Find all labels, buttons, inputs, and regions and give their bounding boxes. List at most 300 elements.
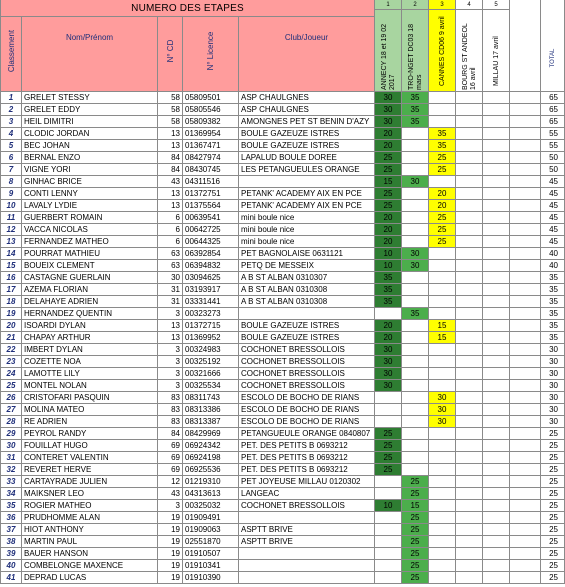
row-rank: 13 <box>0 236 22 248</box>
header-nom-cell <box>22 17 158 92</box>
row-club: A B ST ALBAN 0310307 <box>239 272 375 284</box>
row-cd: 58 <box>158 92 183 104</box>
row-name: DEPRAD LUCAS <box>22 572 158 584</box>
row-etape-2: 15 <box>402 500 429 512</box>
row-etape-3: 15 <box>429 320 456 332</box>
row-licence: 08313387 <box>183 416 239 428</box>
row-cd: 58 <box>158 116 183 128</box>
row-licence: 08429969 <box>183 428 239 440</box>
row-total: 25 <box>541 500 565 512</box>
row-etape-4 <box>456 524 483 536</box>
row-club <box>239 572 375 584</box>
row-cd: 43 <box>158 176 183 188</box>
row-rank: 35 <box>0 500 22 512</box>
total-header: TOTAL <box>550 48 556 68</box>
row-rank: 31 <box>0 452 22 464</box>
row-etape-2 <box>402 320 429 332</box>
row-name: REVERET HERVE <box>22 464 158 476</box>
row-rank: 14 <box>0 248 22 260</box>
row-club: mini boule nice <box>239 224 375 236</box>
row-cd: 84 <box>158 428 183 440</box>
row-licence: 00324983 <box>183 344 239 356</box>
row-rank: 15 <box>0 260 22 272</box>
row-etape-5 <box>483 560 510 572</box>
row-etape-4 <box>456 356 483 368</box>
row-etape-2 <box>402 392 429 404</box>
row-etape-4 <box>456 212 483 224</box>
row-etape-3 <box>429 380 456 392</box>
row-etape-1: 10 <box>375 248 402 260</box>
row-licence: 01375564 <box>183 200 239 212</box>
row-rank: 26 <box>0 392 22 404</box>
etape-label-4: BOURG ST ANDEOL 16 avril <box>461 23 477 90</box>
row-cd: 12 <box>158 476 183 488</box>
row-blank <box>510 188 541 200</box>
row-total: 25 <box>541 476 565 488</box>
row-etape-2 <box>402 452 429 464</box>
row-blank <box>510 236 541 248</box>
row-cd: 69 <box>158 452 183 464</box>
row-etape-2 <box>402 428 429 440</box>
row-etape-4 <box>456 488 483 500</box>
row-etape-1: 20 <box>375 212 402 224</box>
row-licence: 05805546 <box>183 104 239 116</box>
row-total: 35 <box>541 272 565 284</box>
row-etape-1: 20 <box>375 236 402 248</box>
row-blank <box>510 308 541 320</box>
row-etape-1: 20 <box>375 320 402 332</box>
row-etape-1: 10 <box>375 260 402 272</box>
etape-header-3 <box>429 10 456 92</box>
row-name: LAVALY LYDIE <box>22 200 158 212</box>
row-etape-3: 25 <box>429 224 456 236</box>
header-cd-cell <box>158 17 183 92</box>
row-blank <box>510 320 541 332</box>
row-etape-4 <box>456 104 483 116</box>
row-etape-4 <box>456 200 483 212</box>
row-etape-1: 25 <box>375 164 402 176</box>
row-licence: 02551870 <box>183 536 239 548</box>
row-etape-1 <box>375 476 402 488</box>
row-etape-4 <box>456 512 483 524</box>
row-total: 25 <box>541 464 565 476</box>
row-etape-4 <box>456 416 483 428</box>
row-rank: 2 <box>0 104 22 116</box>
row-etape-2 <box>402 440 429 452</box>
row-licence: 04311516 <box>183 176 239 188</box>
row-total: 45 <box>541 176 565 188</box>
row-etape-1 <box>375 512 402 524</box>
row-etape-3 <box>429 260 456 272</box>
row-rank: 33 <box>0 476 22 488</box>
row-etape-4 <box>456 440 483 452</box>
row-cd: 19 <box>158 572 183 584</box>
row-etape-5 <box>483 548 510 560</box>
row-licence: 01909063 <box>183 524 239 536</box>
row-etape-5 <box>483 344 510 356</box>
row-name: GUERBERT ROMAIN <box>22 212 158 224</box>
header-cd: N° CD <box>165 39 175 63</box>
row-name: MONTEL NOLAN <box>22 380 158 392</box>
row-etape-5 <box>483 140 510 152</box>
row-etape-1 <box>375 416 402 428</box>
row-name: VIGNE YORI <box>22 164 158 176</box>
row-etape-1: 30 <box>375 344 402 356</box>
row-etape-5 <box>483 392 510 404</box>
row-etape-2 <box>402 416 429 428</box>
row-total: 50 <box>541 152 565 164</box>
row-etape-5 <box>483 500 510 512</box>
header-club: Club/Joueur <box>284 33 329 42</box>
row-total: 35 <box>541 308 565 320</box>
row-etape-4 <box>456 368 483 380</box>
row-etape-5 <box>483 176 510 188</box>
row-rank: 29 <box>0 428 22 440</box>
row-cd: 13 <box>158 200 183 212</box>
row-blank <box>510 428 541 440</box>
row-etape-4 <box>456 248 483 260</box>
row-etape-3: 35 <box>429 128 456 140</box>
row-etape-1 <box>375 548 402 560</box>
row-club: A B ST ALBAN 0310308 <box>239 284 375 296</box>
row-cd: 69 <box>158 440 183 452</box>
row-etape-2: 35 <box>402 104 429 116</box>
row-cd: 19 <box>158 512 183 524</box>
row-total: 25 <box>541 452 565 464</box>
row-etape-2 <box>402 140 429 152</box>
row-club: ASP CHAULGNES <box>239 92 375 104</box>
row-blank <box>510 560 541 572</box>
row-club: mini boule nice <box>239 212 375 224</box>
row-blank <box>510 332 541 344</box>
row-club: COCHONET BRESSOLLOIS <box>239 368 375 380</box>
row-etape-3 <box>429 548 456 560</box>
row-etape-3 <box>429 476 456 488</box>
row-cd: 31 <box>158 296 183 308</box>
row-cd: 19 <box>158 548 183 560</box>
row-club: PETANK' ACADEMY AIX EN PCE <box>239 200 375 212</box>
row-name: MOLINA MATEO <box>22 404 158 416</box>
row-etape-1: 10 <box>375 500 402 512</box>
row-cd: 63 <box>158 248 183 260</box>
row-cd: 84 <box>158 164 183 176</box>
row-etape-1 <box>375 488 402 500</box>
row-total: 65 <box>541 104 565 116</box>
row-licence: 01910507 <box>183 548 239 560</box>
row-blank <box>510 104 541 116</box>
row-etape-1: 25 <box>375 152 402 164</box>
row-etape-2: 25 <box>402 488 429 500</box>
row-rank: 23 <box>0 356 22 368</box>
row-club: PETANGUEULE ORANGE 0840807 <box>239 428 375 440</box>
row-cd: 43 <box>158 488 183 500</box>
row-etape-3: 35 <box>429 140 456 152</box>
row-club <box>239 548 375 560</box>
row-club: COCHONET BRESSOLLOIS <box>239 344 375 356</box>
row-etape-2: 30 <box>402 248 429 260</box>
row-etape-5 <box>483 296 510 308</box>
row-etape-3 <box>429 116 456 128</box>
row-blank <box>510 440 541 452</box>
row-etape-3: 30 <box>429 404 456 416</box>
row-total: 50 <box>541 164 565 176</box>
row-etape-5 <box>483 104 510 116</box>
row-name: IMBERT DYLAN <box>22 344 158 356</box>
row-licence: 00325032 <box>183 500 239 512</box>
row-etape-3 <box>429 272 456 284</box>
row-licence: 06925536 <box>183 464 239 476</box>
row-etape-4 <box>456 560 483 572</box>
row-total: 40 <box>541 248 565 260</box>
row-licence: 00325534 <box>183 380 239 392</box>
row-blank <box>510 164 541 176</box>
row-blank <box>510 344 541 356</box>
row-club <box>239 176 375 188</box>
row-etape-5 <box>483 260 510 272</box>
row-licence: 08311743 <box>183 392 239 404</box>
row-rank: 18 <box>0 296 22 308</box>
row-blank <box>510 296 541 308</box>
row-licence: 01372715 <box>183 320 239 332</box>
row-etape-3 <box>429 368 456 380</box>
row-licence: 01369954 <box>183 128 239 140</box>
row-etape-2 <box>402 188 429 200</box>
row-name: BEC JOHAN <box>22 140 158 152</box>
row-total: 35 <box>541 284 565 296</box>
row-total: 30 <box>541 392 565 404</box>
row-club: ASP CHAULGNES <box>239 104 375 116</box>
row-etape-2 <box>402 380 429 392</box>
row-name: POURRAT MATHIEU <box>22 248 158 260</box>
row-cd: 3 <box>158 380 183 392</box>
etape-header-5 <box>483 10 510 92</box>
row-name: AZEMA FLORIAN <box>22 284 158 296</box>
row-etape-3 <box>429 428 456 440</box>
row-total: 35 <box>541 320 565 332</box>
row-etape-4 <box>456 452 483 464</box>
row-etape-1: 30 <box>375 356 402 368</box>
row-etape-3: 15 <box>429 332 456 344</box>
row-etape-1: 35 <box>375 296 402 308</box>
row-etape-3: 30 <box>429 416 456 428</box>
row-etape-4 <box>456 344 483 356</box>
row-etape-2 <box>402 404 429 416</box>
row-rank: 21 <box>0 332 22 344</box>
row-licence: 01219310 <box>183 476 239 488</box>
row-total: 25 <box>541 488 565 500</box>
row-name: PEYROL RANDY <box>22 428 158 440</box>
row-etape-4 <box>456 296 483 308</box>
row-licence: 00639541 <box>183 212 239 224</box>
row-rank: 19 <box>0 308 22 320</box>
row-name: MAIKSNER LEO <box>22 488 158 500</box>
row-blank <box>510 500 541 512</box>
row-etape-3 <box>429 356 456 368</box>
row-licence: 03331441 <box>183 296 239 308</box>
row-etape-5 <box>483 536 510 548</box>
row-club: LES PETANGUEULES ORANGE <box>239 164 375 176</box>
row-cd: 58 <box>158 104 183 116</box>
row-etape-2 <box>402 272 429 284</box>
row-etape-2 <box>402 164 429 176</box>
row-etape-4 <box>456 152 483 164</box>
row-etape-4 <box>456 236 483 248</box>
row-etape-5 <box>483 524 510 536</box>
row-etape-1: 20 <box>375 140 402 152</box>
row-club: PET JOYEUSE MILLAU 0120302 <box>239 476 375 488</box>
row-rank: 40 <box>0 560 22 572</box>
row-etape-4 <box>456 188 483 200</box>
row-etape-3 <box>429 296 456 308</box>
row-etape-3 <box>429 464 456 476</box>
header-licence: N° Licence <box>206 31 215 71</box>
row-total: 30 <box>541 344 565 356</box>
row-club: AMONGNES PET ST BENIN D'AZY <box>239 116 375 128</box>
row-etape-5 <box>483 308 510 320</box>
row-cd: 13 <box>158 188 183 200</box>
row-cd: 3 <box>158 344 183 356</box>
row-name: PRUDHOMME ALAN <box>22 512 158 524</box>
row-club: ESCOLO DE BOCHO DE RIANS <box>239 404 375 416</box>
row-rank: 17 <box>0 284 22 296</box>
row-etape-3 <box>429 488 456 500</box>
row-etape-5 <box>483 476 510 488</box>
etape-label-1: ANNECY 18 et 19 02 2017 <box>380 23 396 90</box>
row-etape-5 <box>483 152 510 164</box>
row-etape-4 <box>456 308 483 320</box>
row-rank: 41 <box>0 572 22 584</box>
row-club: A B ST ALBAN 0310308 <box>239 296 375 308</box>
row-etape-1 <box>375 524 402 536</box>
row-name: CONTI LENNY <box>22 188 158 200</box>
row-etape-4 <box>456 260 483 272</box>
row-rank: 12 <box>0 224 22 236</box>
row-blank <box>510 452 541 464</box>
row-etape-4 <box>456 92 483 104</box>
row-total: 35 <box>541 332 565 344</box>
row-etape-5 <box>483 116 510 128</box>
row-etape-1 <box>375 392 402 404</box>
row-licence: 05809501 <box>183 92 239 104</box>
row-etape-5 <box>483 452 510 464</box>
row-licence: 06392854 <box>183 248 239 260</box>
row-blank <box>510 248 541 260</box>
row-etape-1 <box>375 560 402 572</box>
row-rank: 10 <box>0 200 22 212</box>
row-total: 25 <box>541 536 565 548</box>
row-blank <box>510 152 541 164</box>
row-etape-2: 25 <box>402 572 429 584</box>
row-etape-1: 20 <box>375 332 402 344</box>
row-total: 40 <box>541 260 565 272</box>
row-etape-4 <box>456 464 483 476</box>
row-etape-4 <box>456 380 483 392</box>
row-etape-5 <box>483 200 510 212</box>
row-etape-1 <box>375 308 402 320</box>
row-licence: 04313613 <box>183 488 239 500</box>
row-club: BOULE GAZEUZE ISTRES <box>239 320 375 332</box>
row-club: PET. DES PETITS B 0693212 <box>239 452 375 464</box>
row-etape-1 <box>375 572 402 584</box>
row-total: 65 <box>541 92 565 104</box>
row-etape-2: 25 <box>402 560 429 572</box>
row-name: RE ADRIEN <box>22 416 158 428</box>
row-etape-4 <box>456 224 483 236</box>
row-cd: 13 <box>158 140 183 152</box>
row-club: PETQ DE MESSEIX <box>239 260 375 272</box>
row-total: 25 <box>541 512 565 524</box>
row-club: ASPTT BRIVE <box>239 536 375 548</box>
page-title: NUMERO DES ETAPES <box>0 0 375 17</box>
row-rank: 24 <box>0 368 22 380</box>
row-etape-5 <box>483 188 510 200</box>
row-etape-1: 35 <box>375 284 402 296</box>
row-rank: 8 <box>0 176 22 188</box>
row-etape-3 <box>429 92 456 104</box>
row-etape-3: 25 <box>429 236 456 248</box>
row-etape-5 <box>483 224 510 236</box>
row-etape-5 <box>483 440 510 452</box>
row-licence: 00323273 <box>183 308 239 320</box>
row-name: HEIL DIMITRI <box>22 116 158 128</box>
row-etape-1: 20 <box>375 224 402 236</box>
row-etape-1: 30 <box>375 104 402 116</box>
row-cd: 3 <box>158 368 183 380</box>
row-etape-2 <box>402 332 429 344</box>
etape-header-4 <box>456 10 483 92</box>
row-total: 30 <box>541 416 565 428</box>
row-etape-5 <box>483 488 510 500</box>
row-etape-5 <box>483 428 510 440</box>
row-blank <box>510 92 541 104</box>
row-name: FERNANDEZ MATHEO <box>22 236 158 248</box>
row-club <box>239 512 375 524</box>
row-blank <box>510 404 541 416</box>
row-etape-3: 20 <box>429 188 456 200</box>
row-rank: 36 <box>0 512 22 524</box>
row-blank <box>510 356 541 368</box>
row-etape-4 <box>456 572 483 584</box>
row-etape-4 <box>456 428 483 440</box>
row-club: BOULE GAZEUZE ISTRES <box>239 332 375 344</box>
row-blank <box>510 380 541 392</box>
etape-label-3: CANNES CD06 9 avril <box>438 16 446 86</box>
row-etape-1: 35 <box>375 272 402 284</box>
row-name: CHAPAY ARTHUR <box>22 332 158 344</box>
row-etape-5 <box>483 572 510 584</box>
etape-number-4: 4 <box>456 0 483 10</box>
row-etape-2 <box>402 368 429 380</box>
row-club: BOULE GAZEUZE ISTRES <box>239 128 375 140</box>
row-etape-3: 25 <box>429 152 456 164</box>
row-blank <box>510 548 541 560</box>
row-etape-2: 25 <box>402 476 429 488</box>
row-club: ESCOLO DE BOCHO DE RIANS <box>239 392 375 404</box>
row-cd: 13 <box>158 128 183 140</box>
row-name: VACCA NICOLAS <box>22 224 158 236</box>
row-licence: 03094625 <box>183 272 239 284</box>
row-etape-3 <box>429 440 456 452</box>
row-name: COZETTE NOA <box>22 356 158 368</box>
row-licence: 01369952 <box>183 332 239 344</box>
row-cd: 3 <box>158 308 183 320</box>
row-etape-1: 25 <box>375 200 402 212</box>
row-etape-2: 30 <box>402 176 429 188</box>
row-cd: 63 <box>158 260 183 272</box>
row-etape-2: 25 <box>402 548 429 560</box>
row-cd: 19 <box>158 524 183 536</box>
row-rank: 32 <box>0 464 22 476</box>
